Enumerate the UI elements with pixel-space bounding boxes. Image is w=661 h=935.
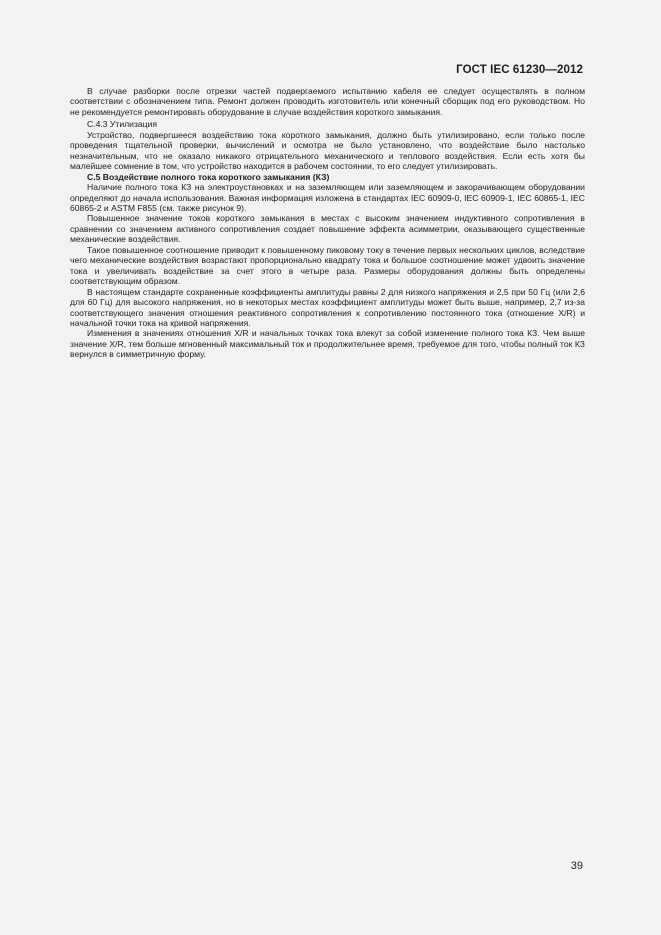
document-header: ГОСТ IEC 61230—2012: [456, 64, 583, 76]
paragraph-peak-current: Такое повышенное соотношение приводит к повышенному пиковому току в течение первых нескольких циклов, вследствие чего механические воздействия возрастают пропорционально квадрату тока и большое соотношение может удвоить значение тока и увеличивать воздействие за счет этого в четыре раза. Размеры оборудования должны быть определены соответствующим образом.: [70, 244, 585, 287]
paragraph-full-current: Наличие полного тока КЗ на электроустановках и на заземляющем или заземляющем и закорачивающем оборудовании определяют до начала использования. Важная информация изложена в стандартах IEC 60909-0, IEC 60909-1, IEC 60865-1, IEC 60865-2 и ASTM F855 (см. также рисунок 9).: [70, 182, 585, 213]
section-heading-disposal: С.4.3 Утилизация: [87, 119, 158, 130]
body-text: [70, 86, 585, 360]
paragraph-disposal: Устройство, подвергшееся воздействию тока короткого замыкания, должно быть утилизировано, если только после проведения тщательной проверки, вычислений и осмотра не было установлено, что воздействие было настолько незначительным, что не оказало никакого отрицательного механического и теплового воздействия. Если есть хотя бы малейшее сомнение в том, что устройство находится в рабочем состоянии, то его следует утилизировать.: [70, 129, 585, 172]
paragraph-disassembly: В случае разборки после отрезки частей подвергаемого испытанию кабеля ее следует осуществлять в полном соответствии с обозначением типа. Ремонт должен проводить изготовитель или конечный сборщик под его руководством. Но не рекомендуется ремонтировать оборудование в случае воздействия короткого замыкания.: [70, 86, 585, 117]
paragraph-asymmetry: Повышенное значение токов короткого замыкания в местах с высоким значением индуктивного сопротивления в сравнении со значением активного сопротивления создает повышение эффекта асимметрии, оказывающего существенные механические воздействия.: [70, 213, 585, 245]
paragraph-xr-ratio: Изменения в значениях отношения X/R и начальных точках тока влекут за собой изменение полного тока КЗ. Чем выше значение X/R, тем больше мгновенный максимальный ток и продолжительнее время, требуемое для того, чтобы полный ток КЗ вернулся в симметричную форму.: [70, 328, 585, 360]
page-number: 39: [570, 860, 583, 872]
paragraph-amplitude-coefficients: В настоящем стандарте сохраненные коэффициенты амплитуды равны 2 для низкого напряжения и 2,5 при 50 Гц (или 2,6 для 60 Гц) для высокого напряжения, но в некоторых местах коэффициент амплитуды может быть выше, например, 2,7 из-за соответствующего значения отношения реактивного сопротивления к сопротивлению постоянного тока (отношение X/R) и начальной точки тока на кривой напряжения.: [70, 286, 585, 328]
section-heading-short-circuit-current: С.5 Воздействие полного тока короткого замыкания (КЗ): [87, 171, 330, 182]
